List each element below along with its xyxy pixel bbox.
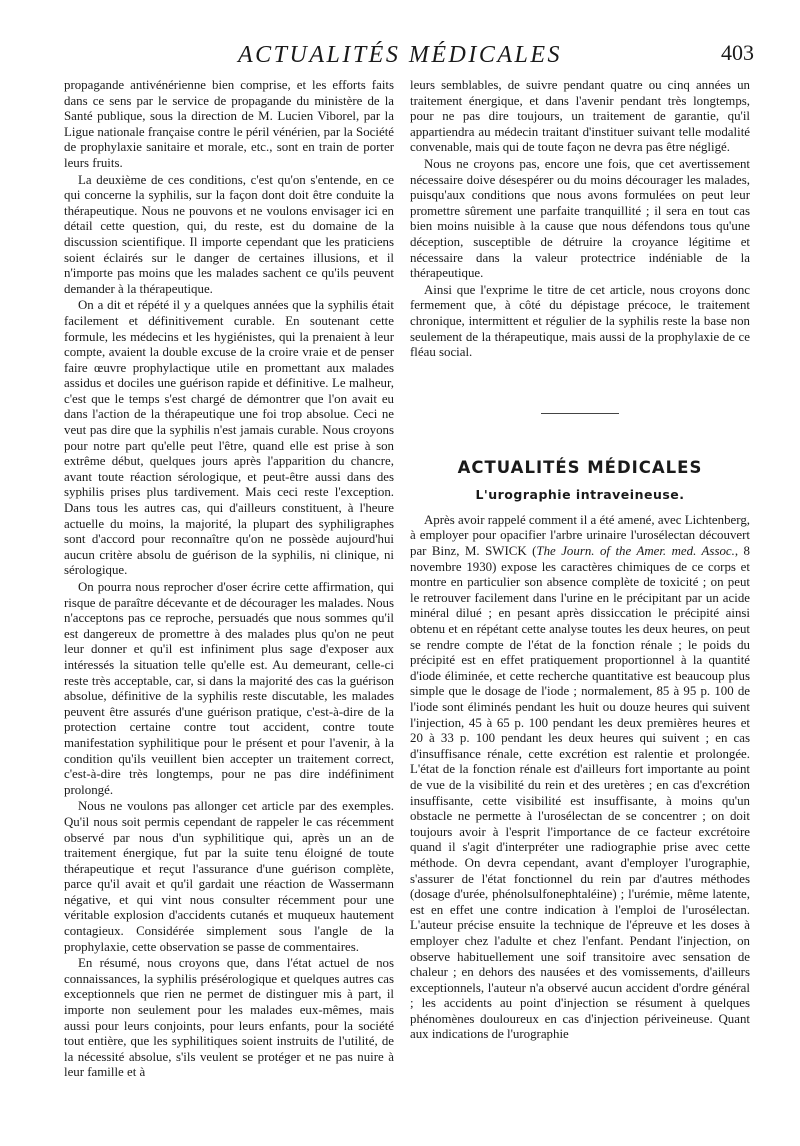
article-body [410, 513, 750, 1043]
right-column [410, 78, 750, 1043]
paragraph: La deuxième de ces conditions, c'est qu'on s'entende, en ce qui concerne la syphilis, sur la façon dont doit être conduite la thérapeutique. Nous ne pouvons et ne voulons envisager ici en détail cette question, qui, du reste, est du domaine de la discussion scientifique. Il importe cependant que les praticiens soient éclairés sur le danger de certaines illusions, et il n'importe pas moins que les malades sachent ce qu'ils peuvent demander à la thérapeutique. [64, 172, 394, 296]
journal-citation: The Journ. of the Amer. med. Assoc. [536, 544, 735, 559]
article-text: Après avoir rappelé comment il a été amené, avec Lichtenberg, à employer pour opacifier l'arbre urinaire l'urosélectan découvert par Binz, M. SWICK ( [410, 512, 750, 559]
paragraph: On pourra nous reprocher d'oser écrire cette affirmation, qui risque de paraître décevante et de décourager les malades. Nous n'acceptons pas ce reproche, persuadés que nous sommes qu'il est dangereux de promettre à des malades plus qu'on ne peut leur donner et qu'il est infiniment plus sage d'exposer aux intéressés la situation telle qu'elle est. Au demeurant, celle-ci reste très acceptable, car, si dans la majorité des cas la guérison absolue, définitive de la syphilis reste discutable, les malades peuvent être assurés d'une guérison pratique, c'est-à-dire de la protection certaine contre tout accident, contre toute manifestation syphilitique pour le présent et pour l'avenir, à la condition qu'ils veuillent bien accepter un traitement correct, c'est-à-dire très longtemps, pour ne pas dire indéfiniment prolongé. [64, 580, 394, 797]
article-title: L'urographie intraveineuse. [475, 487, 685, 503]
paragraph: Nous ne voulons pas allonger cet article par des exemples. Qu'il nous soit permis cependant de rappeler le cas récemment observé par nous d'un syphilitique qui, après un an de traitement énergique, fut par la suite tenu éloigné de toute thérapeutique et reçut l'assurance d'une guérison complète, parce qu'il avait et qu'il gardait une réaction de Wassermann négative, et qui vint nous consulter récemment pour une véritable explosion d'accidents cutanés et muqueux hautement contagieux. Considérée simplement sous l'angle de la prophylaxie, cette observation se passe de commentaires. [64, 799, 394, 954]
section-heading: ACTUALITÉS MÉDICALES [457, 457, 703, 477]
article-text: , 8 novembre 1930) expose les caractères chimiques de ce corps et montre en particulier son absence complète de toxicité ; on peut le retrouver facilement dans l'urine en le précipitant par un acide minéral dilué ; en pesant après dissiccation le précipité ainsi obtenu et en répétant cette analyse toutes les deux heures, on peut se rendre compte de l'état de la fonction rénale ; le poids du précipité est en effet pratiquement proportionnel à la quantité d'iode éliminée, et cette recherche quantitative est beaucoup plus simple que le dosage de l'iode ; normalement, 85 à 95 p. 100 de l'iode sont éliminés pendant les huit ou douze heures qui suivent l'injection, 45 à 65 p. 100 pendant les deux premières heures et 20 à 33 p. 100 pendant les deux heures qui suivent ; en cas d'insuffisance rénale, cette excrétion est ralentie et prolongée. L'état de la fonction rénale est d'ailleurs fort importante au point de vue de la visibilité du rein et des uretères ; en cas d'excrétion insuffisante, cette visibilité est insuffisante, à moins qu'un obstacle ne permette à l'urosélectan de se concentrer ; on doit toujours avoir à l'esprit l'importance de ce facteur excrétoire quand il s'agit d'interpréter une radiographie prise avec cette méthode. On devra cependant, avant d'employer l'urographie, s'assurer de l'état fonctionnel du rein par d'autres méthodes (dosage d'urée, phénolsulfonephtaléine) ; l'urémie, même latente, est en effet une contre indication à l'emploi de l'urosélectan. L'auteur précise ensuite la technique de l'épreuve et les doses à employer chez l'adulte et chez l'enfant. Pendant l'injection, on observe habituellement une soif transitoire avec sensation de chaleur ; en dehors des nausées et des vomissements, d'ailleurs exceptionnels, l'auteur n'a observé aucun accident d'ordre général ; les accidents au point d'injection se résument à quelques phénomènes douloureux en cas d'injection périveineuse. Quant aux indications de l'urographie [410, 544, 750, 1042]
paragraph: En résumé, nous croyons que, dans l'état actuel de nos connaissances, la syphilis présérologique et quelques autres cas exceptionnels que rien ne permet de distinguer mis à part, il importe non seulement pour les malades eux-mêmes, mais aussi pour leurs conjoints, pour leurs enfants, pour la société tout entière, que les syphilitiques soient instruits de l'utilité, de la nécessité absolue, s'ils veulent se protéger et ne pas nuire à leur famille et à [64, 956, 394, 1080]
paragraph: propagande antivénérienne bien comprise, et les efforts faits dans ce sens par le service de propagande du ministère de la Santé publique, sous la direction de M. Lucien Viborel, par la Ligue nationale française contre le péril vénérien, par la Société de prophylaxie sanitaire et morale, etc., sont en train de porter leurs fruits. [64, 78, 394, 170]
section-divider [541, 413, 619, 414]
paragraph: Ainsi que l'exprime le titre de cet article, nous croyons donc fermement que, à côté du dépistage précoce, le traitement chronique, intermittent et régulier de la syphilis reste la base non seulement de la thérapeutique, mais aussi de la prophylaxie de ce fléau social. [410, 282, 750, 360]
paragraph: On a dit et répété il y a quelques années que la syphilis était facilement et définitivement curable. En soutenant cette formule, les médecins et les hygiénistes, qui la prenaient à leur compte, avaient la double excuse de la croire vraie et de penser faire œuvre prophylactique utile en promettant aux malades assidus et dociles une guérison rapide et définitive. Le malheur, c'est que le temps s'est chargé de démontrer que l'on avait eu dans l'action de la thérapeutique une foi trop absolue. Ceci ne veut pas dire que la syphilis n'est jamais curable. Nous croyons pour notre part qu'elle peut l'être, quand elle est prise à son extrême début, quelques jours après l'apparition du chancre, avant toute réaction sérologique, et peut-être aussi dans des syphilis prises plus tardivement. Mais ceci reste l'exception. Dans tous les autres cas, qui d'ailleurs constituent, à l'heure actuelle du moins, la majorité, la plupart des syphiligraphes sont d'accord pour reconnaître qu'on ne possède aujourd'hui aucun critère absolu de guérison de la syphilis, ni clinique, ni sérologique. [64, 298, 394, 578]
running-head: ACTUALITÉS MÉDICALES [237, 42, 562, 68]
left-column [64, 78, 394, 1081]
paragraph: Nous ne croyons pas, encore une fois, que cet avertissement nécessaire doive désespérer ou du moins décourager les malades, puisqu'aux conditions que nous avons formulées on peut leur promettre sûrement une parfaite tranquillité ; il sera en tout cas bien moins nuisible à la cause que nous défendons tous qu'une déception, susceptible de détruire la croyance légitime et nécessaire dans la valeur protectrice indéniable de la thérapeutique. [410, 156, 750, 281]
page-number: 403 [721, 40, 754, 65]
paragraph: leurs semblables, de suivre pendant quatre ou cinq années un traitement énergique, et dans l'avenir pendant très longtemps, pour ne pas dire toujours, un traitement de garantie, qu'il appartiendra au médecin traitant d'instituer suivant telle modalité convenable, mais qui de toute façon ne devra pas être négligé. [410, 78, 750, 155]
